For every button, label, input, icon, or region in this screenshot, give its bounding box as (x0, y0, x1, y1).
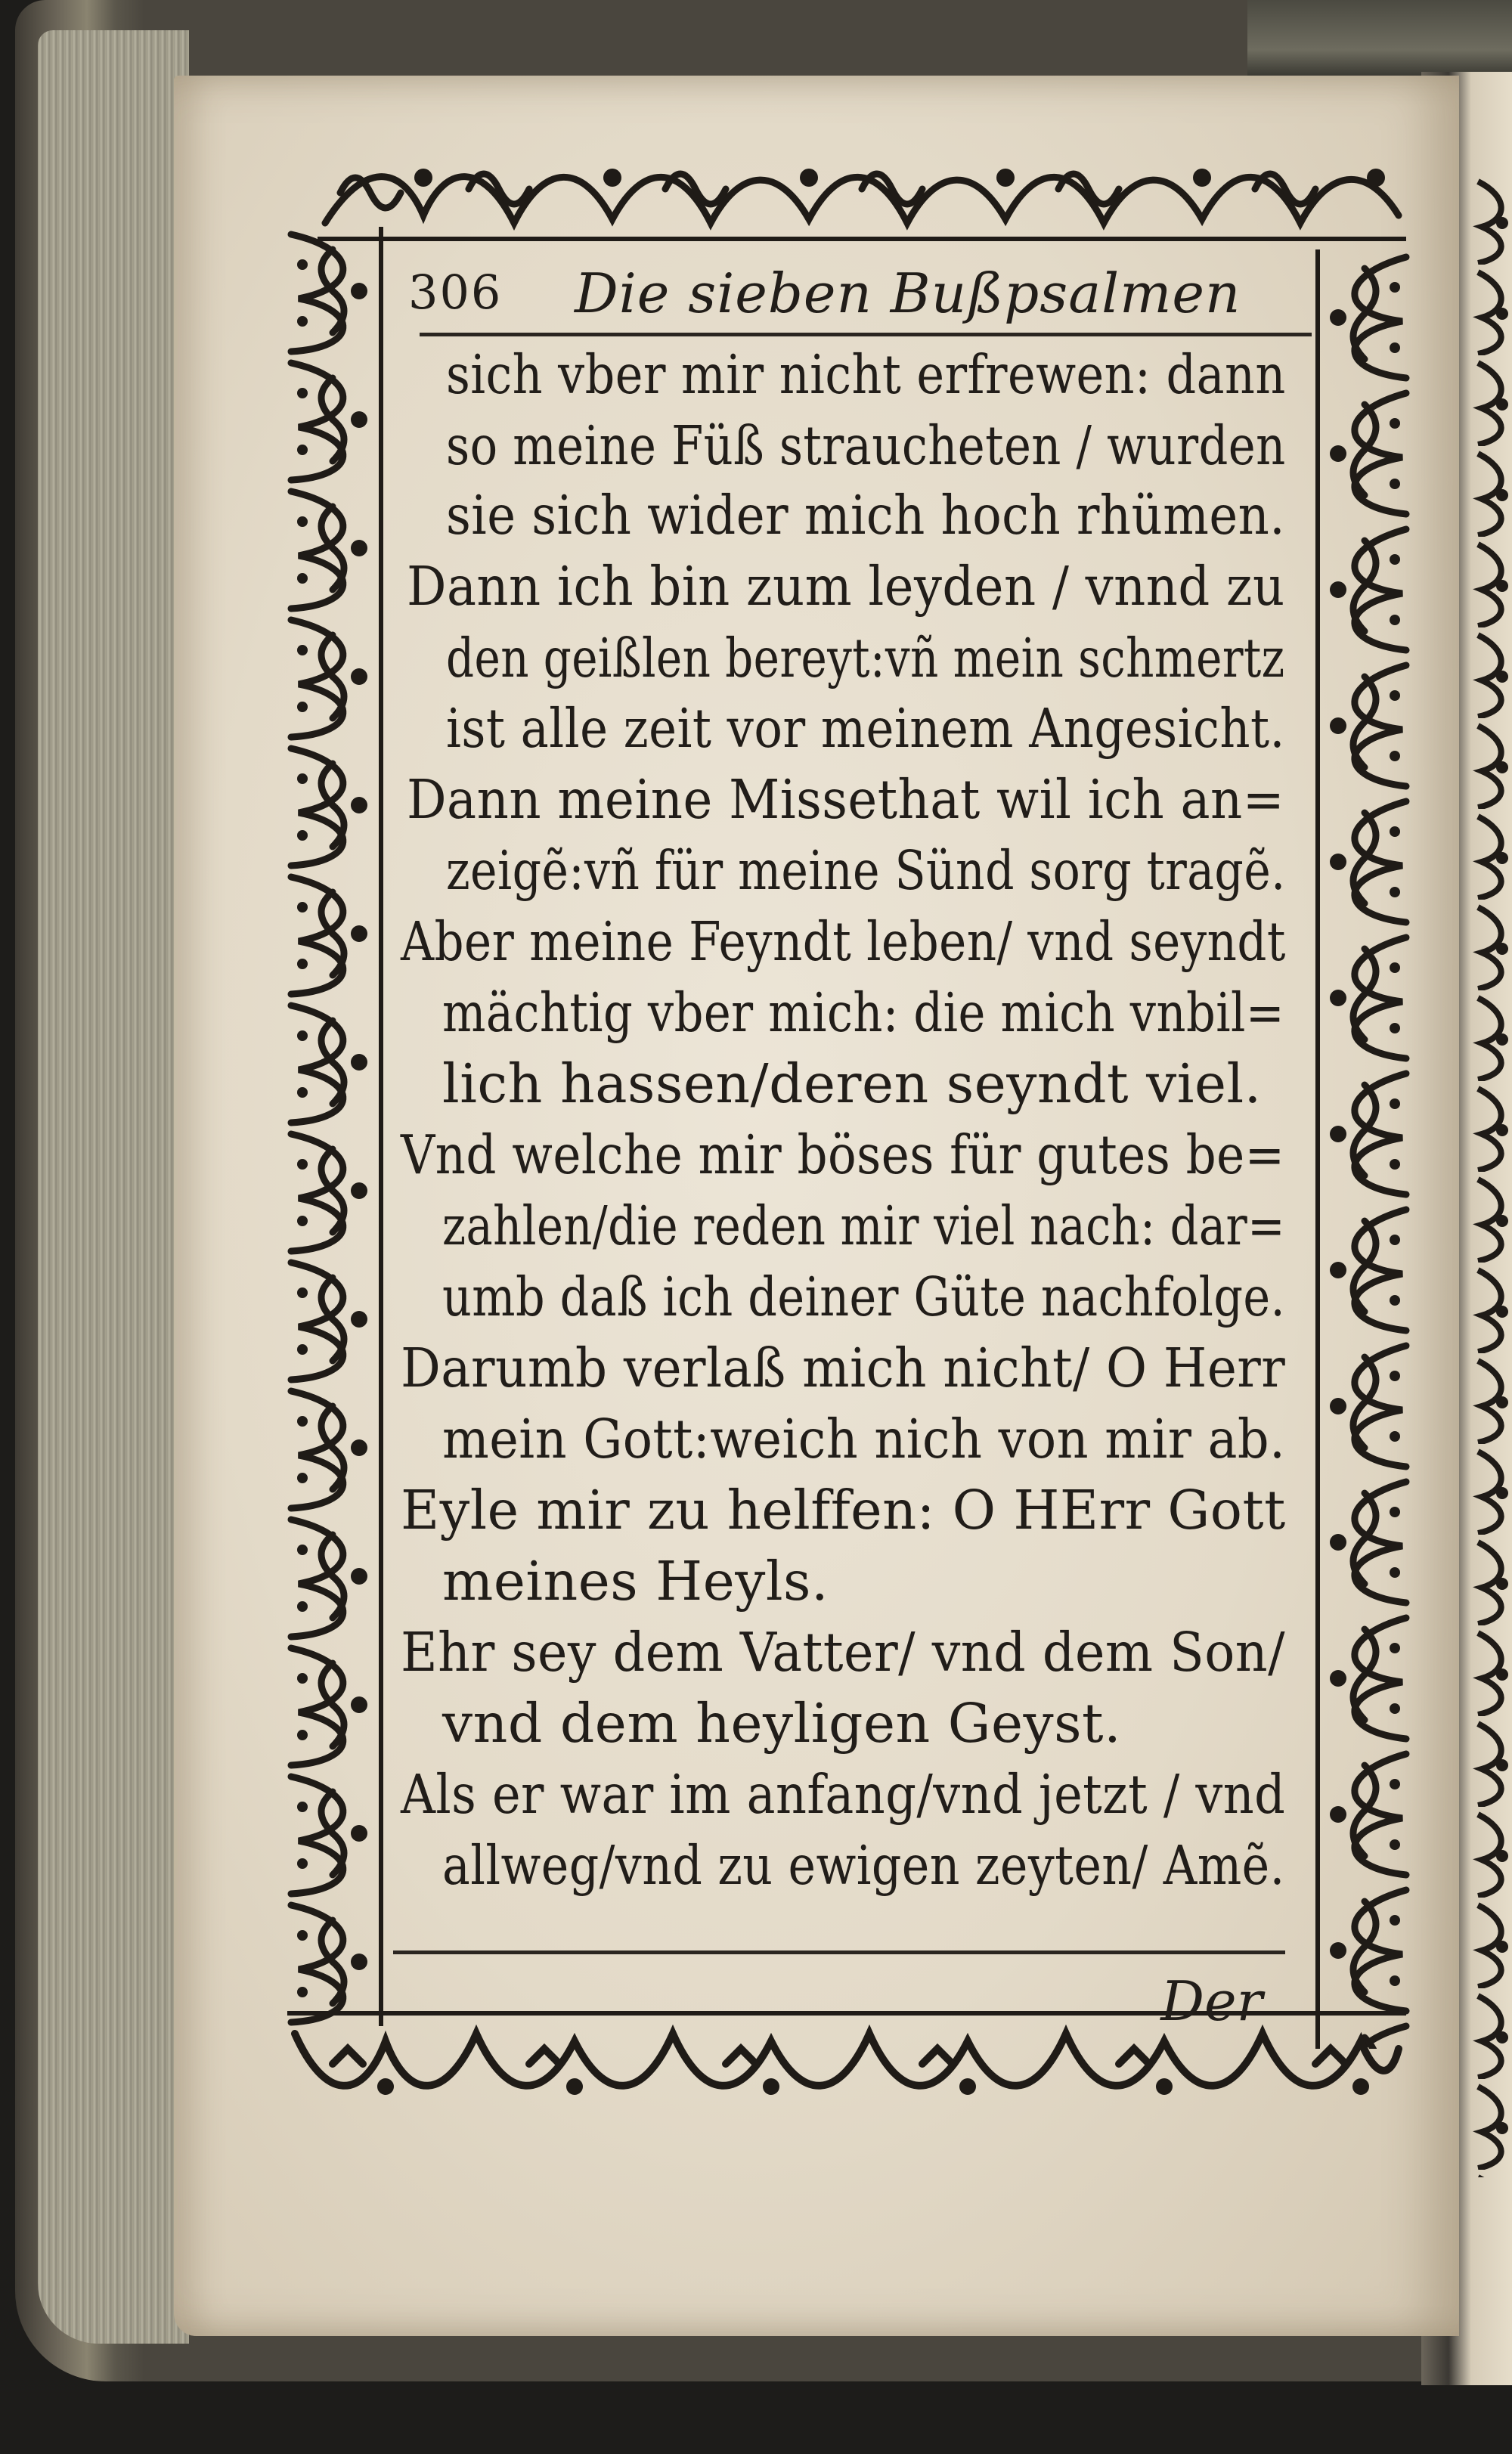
text-line: umb daß ich deiner Güte nachfolge. (442, 1266, 1286, 1328)
text-line: allweg/vnd zu ewigen zeyten/ Amẽ. (442, 1834, 1285, 1897)
ornamental-border-top (318, 147, 1406, 246)
text-line: so meine Füß straucheten / wurden (446, 414, 1286, 477)
text-line: zeigẽ:vñ für meine Sünd sorg tragẽ. (446, 839, 1286, 902)
text-block (401, 257, 1315, 2033)
text-line: mein Gott:weich nich von mir ab. (442, 1408, 1286, 1470)
text-line: meines Heyls. (442, 1550, 829, 1613)
page-number: 306 (408, 265, 503, 320)
text-line: zahlen/die reden mir viel nach: dar= (442, 1194, 1286, 1257)
text-line: vnd dem heyligen Geyst. (442, 1692, 1122, 1755)
catchword: Der (1160, 1969, 1263, 2033)
text-line: sich vber mir nicht erfrewen: dann (446, 343, 1286, 406)
text-line: ist alle zeit vor meinem Angesicht. (446, 697, 1285, 760)
text-line: Dann ich bin zum leyden / vnnd zu (407, 555, 1285, 618)
text-line: Eyle mir zu helffen: O HErr Gott (401, 1479, 1286, 1541)
page-edges (38, 30, 189, 2344)
text-line: mächtig vber mich: die mich vnbil= (442, 981, 1285, 1044)
page-header (401, 257, 1278, 340)
text-line: Vnd welche mir böses für gutes be= (401, 1123, 1285, 1186)
text-line: lich hassen/deren seyndt viel. (442, 1052, 1262, 1115)
text-line: Aber meine Feyndt leben/ vnd seyndt (401, 910, 1286, 973)
ornamental-border-right (1315, 249, 1421, 2049)
text-line: sie sich wider mich hoch rhümen. (446, 484, 1286, 547)
text-line: Ehr sey dem Vatter/ vnd dem Son/ (401, 1621, 1286, 1684)
text-line: den geißlen bereyt:vñ mein schmertz (446, 627, 1285, 689)
text-line: Als er war im anfang/vnd jetzt / vnd (401, 1763, 1286, 1826)
running-head: Die sieben Bußpsalmen (575, 262, 1241, 325)
text-line: Darumb verlaß mich nicht/ O Herr (401, 1337, 1286, 1399)
text-line: Dann meine Missethat wil ich an= (407, 768, 1285, 831)
ornamental-border-left (276, 227, 386, 2026)
facing-page-ornament (1470, 174, 1512, 2177)
book-spine-top (1247, 0, 1512, 83)
